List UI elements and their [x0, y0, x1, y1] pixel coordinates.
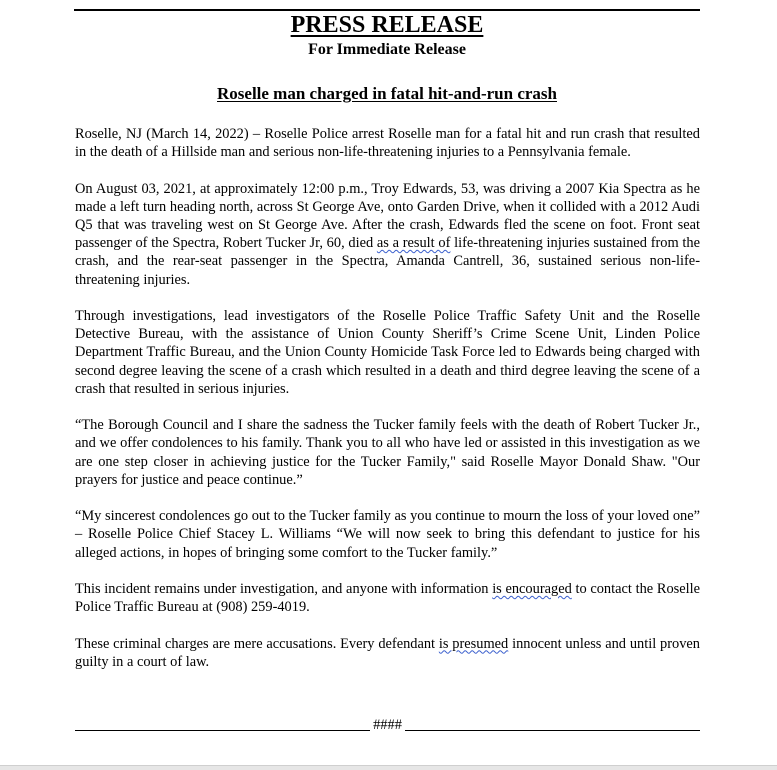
grammar-flag[interactable]: is presumed — [438, 635, 509, 652]
document-body[interactable] — [75, 125, 700, 689]
document-title: PRESS RELEASE — [290, 12, 484, 38]
end-of-release-line — [75, 715, 700, 735]
window-bottom-edge — [0, 765, 777, 770]
paragraph-intro[interactable]: Roselle, NJ (March 14, 2022) – Roselle Police arrest Roselle man for a fatal hit and run crash that resulted in the death of a Hillside man and serious non-life-threatening injuries to a Pennsylvania female. — [75, 126, 700, 161]
end-rule-right — [405, 730, 700, 731]
paragraph-chief-quote[interactable]: “My sincerest condolences go out to the Tucker family as you continue to mourn the loss of your loved one” – Roselle Police Chief Stacey L. Williams “We will now seek to bring this defendant to justice for his alleged actions, in hopes of bringing some comfort to the Tucker family.” — [75, 508, 700, 561]
document-subtitle: For Immediate Release — [308, 41, 466, 58]
paragraph-contact[interactable]: This incident remains under investigation, and anyone with information is encouraged to contact the Roselle Police Traffic Bureau at (908) 259-4019. — [75, 581, 701, 616]
paragraph-investigation[interactable]: Through investigations, lead investigators of the Roselle Police Traffic Safety Unit and the Roselle Detective Bureau, with the assistance of Union County Sheriff’s Crime Scene Unit, Linden Police Department Traffic Bureau, and the Union County Homicide Task Force led to Edwards being charged with second degree leaving the scene of a crash which resulted in a death and third degree leaving the scene of a crash that resulted in serious injuries. — [75, 308, 700, 397]
paragraph-incident[interactable]: On August 03, 2021, at approximately 12:00 p.m., Troy Edwards, 53, was driving a 2007 Kia Spectra as he made a left turn heading north, across St George Ave, onto Garden Drive, when it collided with a 2012 Audi Q5 that was traveling west on St George Ave. After the crash, Edwards fled the scene on foot. Front seat passenger of the Spectra, Robert Tucker Jr, 60, died as a result of life-threatening injuries sustained from the crash, and the rear-seat passenger in the Spectra, Amanda Cantrell, 36, sustained serious non-life-threatening injuries. — [75, 180, 700, 288]
paragraph-mayor-quote[interactable]: “The Borough Council and I share the sadness the Tucker family feels with the death of Robert Tucker Jr., and we offer condolences to his family. Thank you to all who have led or assisted in this investigation as we are one step closer in achieving justice for the Tucker Family," said Roselle Mayor Donald Shaw. "Our prayers for justice and peace continue.” — [75, 417, 700, 488]
grammar-flag[interactable]: as a result of — [376, 235, 451, 252]
paragraph-disclaimer[interactable]: These criminal charges are mere accusations. Every defendant is presumed innocent unless and until proven guilty in a court of law. — [75, 635, 700, 670]
grammar-flag[interactable]: is encouraged — [492, 581, 572, 597]
press-headline: Roselle man charged in fatal hit-and-run crash — [217, 84, 557, 103]
end-rule-left — [75, 730, 370, 731]
end-mark: #### — [373, 717, 402, 733]
